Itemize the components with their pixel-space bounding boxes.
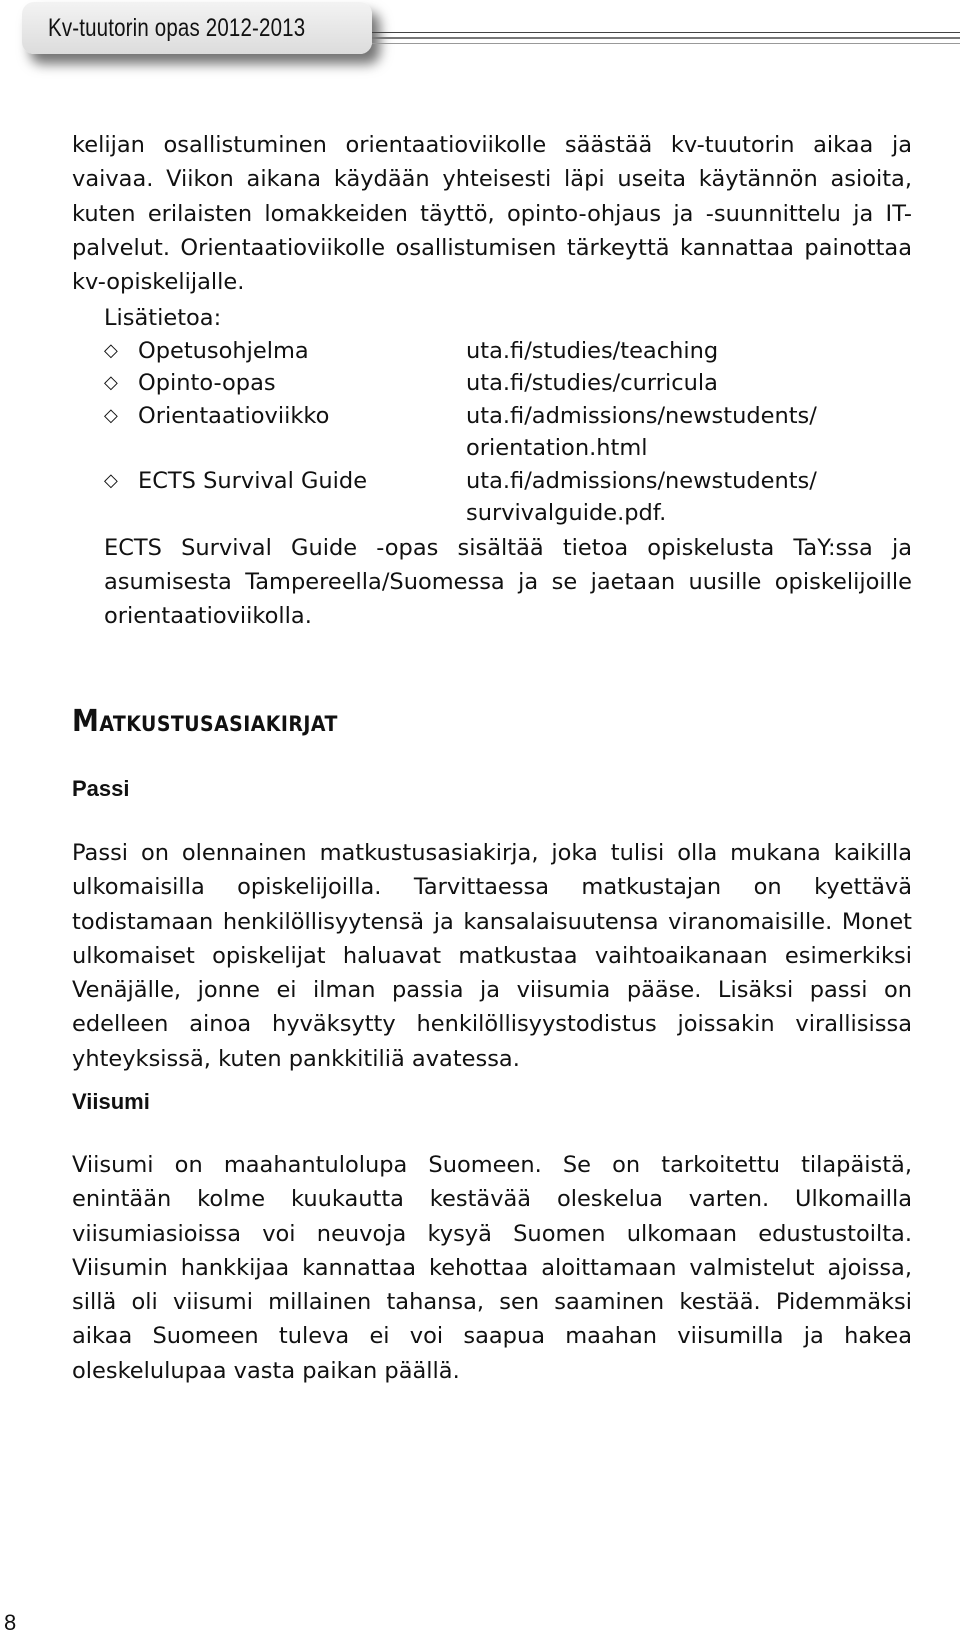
diamond-icon: ◇ — [104, 469, 118, 491]
passi-heading: Passi — [72, 776, 130, 801]
info-item-label: ECTS Survival Guide — [138, 467, 368, 494]
info-item-label-wrap — [104, 400, 466, 465]
diamond-icon: ◇ — [104, 404, 118, 426]
diamond-icon: ◇ — [104, 339, 118, 361]
passi-paragraph: Passi on olennainen matkustusasiakirja, joka tulisi olla mukana kaikilla ulkomaisilla opiskelijoilla. Tarvittaessa matkustajan on kyettävä todistamaan henkilöllisyytensä ja kansalaisuutensa viranomaisille. Monet ulkomaiset opiskelijat haluavat matkustaa vaihtoaikanaan esimerkiksi Venäjälle, jonne ei ilman passia ja viisumia pääse. Lisäksi passi on edelleen ainoa hyväksytty henkilöllisyystodistus joissakin virallisissa yhteyksissä, kuten pankkitiliä avatessa. — [72, 840, 912, 1072]
info-item-label-wrap — [104, 367, 466, 400]
info-item-label: Opinto-opas — [138, 370, 276, 396]
running-header — [22, 2, 372, 54]
header-rule — [372, 37, 960, 39]
info-item-url: uta.fi/studies/curricula — [466, 370, 718, 396]
header-title: Kv-tuutorin opas 2012-2013 — [48, 13, 306, 42]
info-heading: Lisätietoa: — [104, 305, 222, 331]
diamond-icon: ◇ — [104, 372, 118, 393]
info-item — [104, 367, 912, 400]
page-number: 8 — [4, 1610, 17, 1635]
info-item-label: Opetusohjelma — [138, 337, 309, 364]
info-item-url: uta.fi/admissions/newstudents/ orientation.html — [466, 402, 817, 461]
info-item-url: uta.fi/admissions/newstudents/ survivalguide.pdf. — [466, 467, 817, 526]
info-note: ECTS Survival Guide -opas sisältää tietoa opiskelusta TaY:ssa ja asumisesta Tampereella/Suomessa ja se jaetaan uusille opiskelijoille orientaatioviikolla. — [104, 534, 912, 629]
info-item-label-wrap — [104, 335, 466, 368]
header-rule — [372, 43, 960, 44]
viisumi-heading: Viisumi — [72, 1089, 150, 1114]
intro-paragraph: kelijan osallistuminen orientaatioviikolle säästää kv-tuutorin aikaa ja vaivaa. Viikon aikana käydään yhteisesti läpi useita käytännön asioita, kuten erilaisten lomakkeiden täyttö, opinto-ohjaus ja -suunnittelu ja IT-palvelut. Orientaatioviikolle osallistumisen tärkeyttä kannattaa painottaa kv-opiskelijalle. — [72, 132, 912, 296]
header-rule — [372, 32, 960, 33]
info-item — [104, 400, 912, 465]
info-item-label: Orientaatioviikko — [138, 402, 330, 429]
info-item-url: uta.fi/studies/teaching — [466, 337, 719, 364]
info-item — [104, 465, 912, 530]
viisumi-paragraph: Viisumi on maahantulolupa Suomeen. Se on tarkoitettu tilapäistä, enintään kolme kuukautta kestävää oleskelua varten. Ulkomailla viisumiasioissa voi neuvoja kysyä Suomen ulkomaan edustustoilta. Viisumin hankkijaa kannattaa kehottaa aloittamaan valmistelut ajoissa, sillä oli viisumi millainen tahansa, sen saaminen kestää. Pidemmäksi aikaa Suomeen tuleva ei voi saapua maahan viisumilla ja hakea oleskelulupaa vasta paikan päällä. — [72, 1152, 912, 1384]
info-block — [104, 302, 912, 633]
section-title: Matkustusasiakirjat — [72, 704, 338, 739]
info-list — [104, 335, 912, 530]
info-item — [104, 335, 912, 368]
info-item-label-wrap — [104, 465, 466, 530]
